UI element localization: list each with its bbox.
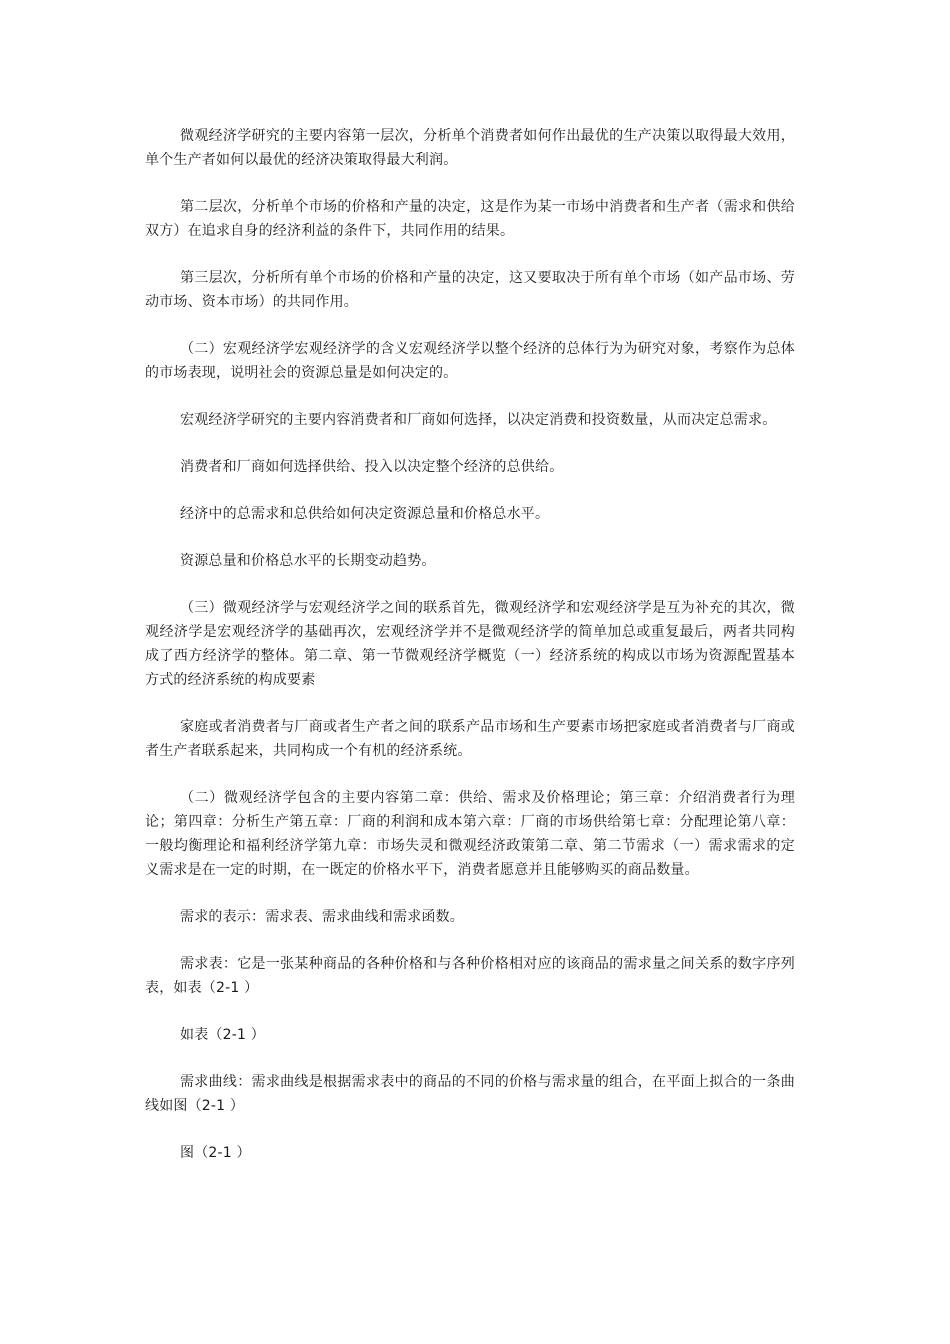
paragraph-table-ref: 如表（2-1 ） <box>180 1027 265 1043</box>
paragraph-micro-macro-relation: （三）微观经济学与宏观经济学之间的联系首先，微观经济学和宏观经济学是互为补充的其次，微观经济学是宏观经济学的基础再次，宏观经济学并不是微观经济学的简单加总或重复最后，两者共同构成了西方经济学的整体。第二章、第一节微观经济学概览（一）经济系统的构成以市场为资源配置基本方式的经济系统的构成要素 <box>145 600 795 688</box>
paragraph-household-firm: 家庭或者消费者与厂商或者生产者之间的联系产品市场和生产要素市场把家庭或者消费者与厂商或者生产者联系起来，共同构成一个有机的经济系统。 <box>145 719 795 759</box>
paragraph-third-level: 第三层次，分析所有单个市场的价格和产量的决定，这又要取决于所有单个市场（如产品市场、劳动市场、资本市场）的共同作用。 <box>145 270 795 310</box>
paragraph-macro-content: 宏观经济学研究的主要内容消费者和厂商如何选择，以决定消费和投资数量，从而决定总需求。 <box>180 412 777 428</box>
paragraph-demand-curve: 需求曲线：需求曲线是根据需求表中的商品的不同的价格与需求量的组合，在平面上拟合的一条曲线如图（2-1 ） <box>145 1074 795 1114</box>
paragraph-figure-ref: 图（2-1 ） <box>180 1145 251 1161</box>
paragraph-total-demand-supply: 经济中的总需求和总供给如何决定资源总量和价格总水平。 <box>180 506 550 522</box>
paragraph-demand-representation: 需求的表示：需求表、需求曲线和需求函数。 <box>180 909 464 925</box>
paragraph-macro-definition: （二）宏观经济学宏观经济学的含义宏观经济学以整个经济的总体行为为研究对象，考察作为总体的市场表现，说明社会的资源总量是如何决定的。 <box>145 341 795 381</box>
paragraph-micro-contents: （二）微观经济学包含的主要内容第二章：供给、需求及价格理论；第三章：介绍消费者行为理论；第四章：分析生产第五章：厂商的利润和成本第六章：厂商的市场供给第七章：分配理论第八章：一般均衡理论和福利经济学第九章：市场失灵和微观经济政策第二章、第二节需求（一）需求需求的定义需求是在一定的时期，在一既定的价格水平下，消费者愿意并且能够购买的商品数量。 <box>145 790 795 878</box>
paragraph-demand-table: 需求表：它是一张某种商品的各种价格和与各种价格相对应的该商品的需求量之间关系的数字序列表，如表（2-1 ） <box>145 956 795 996</box>
paragraph-second-level: 第二层次，分析单个市场的价格和产量的决定，这是作为某一市场中消费者和生产者（需求和供给双方）在追求自身的经济利益的条件下，共同作用的结果。 <box>145 199 795 239</box>
paragraph-long-term-trend: 资源总量和价格总水平的长期变动趋势。 <box>180 553 436 569</box>
document-body <box>145 124 795 1188</box>
paragraph-total-supply: 消费者和厂商如何选择供给、投入以决定整个经济的总供给。 <box>180 459 564 475</box>
paragraph-micro-first-level: 微观经济学研究的主要内容第一层次，分析单个消费者如何作出最优的生产决策以取得最大效用，单个生产者如何以最优的经济决策取得最大利润。 <box>145 128 795 168</box>
